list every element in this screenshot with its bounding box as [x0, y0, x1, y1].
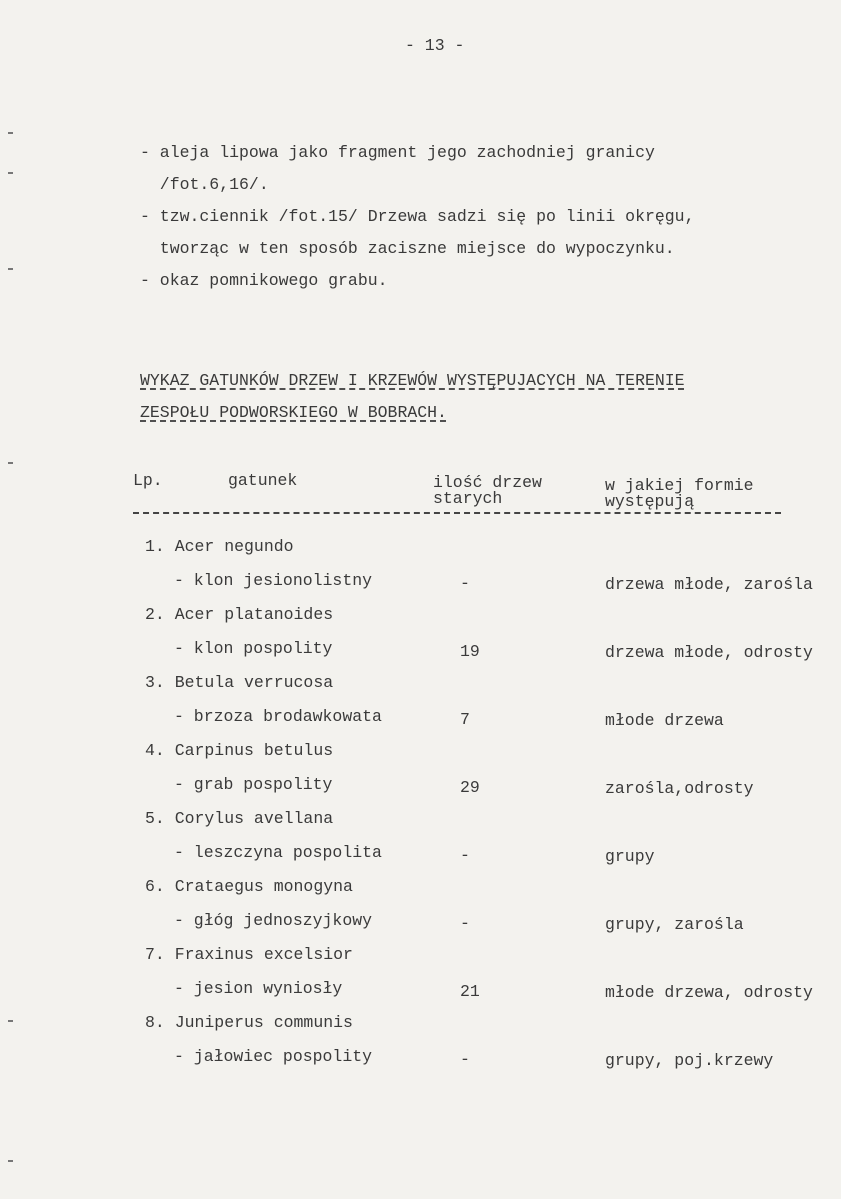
occurrence-form: grupy, poj.krzewy [605, 1051, 774, 1070]
paragraph-line: /fot.6,16/. [140, 175, 269, 194]
header-count: ilość drzew [433, 473, 542, 492]
species-latin-name: 8. Juniperus communis [145, 1013, 353, 1032]
species-polish-name: - klon pospolity [174, 639, 333, 658]
species-polish-name: - jałowiec pospolity [174, 1047, 373, 1066]
species-polish-name: - głóg jednoszyjkowy [174, 911, 373, 930]
margin-mark [8, 462, 13, 464]
page-number: - 13 - [405, 36, 465, 55]
species-polish-name: - grab pospolity [174, 775, 333, 794]
header-form: w jakiej formie [605, 476, 754, 495]
species-polish-name: - klon jesionolistny [174, 571, 373, 590]
old-tree-count: 7 [460, 710, 470, 729]
species-polish-name: - brzoza brodawkowata [174, 707, 382, 726]
paragraph-line: - okaz pomnikowego grabu. [140, 271, 388, 290]
heading-line: WYKAZ GATUNKÓW DRZEW I KRZEWÓW WYSTĘPUJACYCH NA TERENIE [140, 371, 685, 390]
header-count-2: starych [433, 489, 503, 508]
old-tree-count: 19 [460, 642, 480, 661]
header-lp: Lp. [133, 471, 163, 490]
margin-mark [8, 1160, 13, 1162]
old-tree-count: 29 [460, 778, 480, 797]
occurrence-form: zarośla,odrosty [605, 779, 754, 798]
header-species: gatunek [228, 471, 298, 490]
header-form-2: występują [605, 492, 695, 511]
margin-mark [8, 268, 13, 270]
occurrence-form: drzewa młode, odrosty [605, 643, 813, 662]
margin-mark [8, 172, 13, 174]
occurrence-form: młode drzewa [605, 711, 724, 730]
species-latin-name: 6. Crataegus monogyna [145, 877, 353, 896]
old-tree-count: - [460, 1050, 470, 1069]
species-latin-name: 2. Acer platanoides [145, 605, 334, 624]
occurrence-form: grupy, zarośla [605, 915, 744, 934]
heading-line: ZESPOŁU PODWORSKIEGO W BOBRACH. [140, 403, 447, 422]
species-polish-name: - leszczyna pospolita [174, 843, 382, 862]
species-polish-name: - jesion wyniosły [174, 979, 343, 998]
species-latin-name: 3. Betula verrucosa [145, 673, 334, 692]
paragraph-line: - aleja lipowa jako fragment jego zachodniej granicy [140, 143, 655, 162]
species-latin-name: 5. Corylus avellana [145, 809, 334, 828]
paragraph-line: - tzw.ciennik /fot.15/ Drzewa sadzi się po linii okręgu, [140, 207, 695, 226]
species-latin-name: 4. Carpinus betulus [145, 741, 334, 760]
species-latin-name: 7. Fraxinus excelsior [145, 945, 353, 964]
occurrence-form: grupy [605, 847, 655, 866]
paragraph-line: tworząc w ten sposób zaciszne miejsce do wypoczynku. [140, 239, 675, 258]
old-tree-count: - [460, 914, 470, 933]
table-divider [133, 512, 781, 514]
occurrence-form: młode drzewa, odrosty [605, 983, 813, 1002]
old-tree-count: 21 [460, 982, 480, 1001]
occurrence-form: drzewa młode, zarośla [605, 575, 813, 594]
margin-mark [8, 1020, 13, 1022]
margin-mark [8, 132, 13, 134]
old-tree-count: - [460, 574, 470, 593]
species-latin-name: 1. Acer negundo [145, 537, 294, 556]
old-tree-count: - [460, 846, 470, 865]
